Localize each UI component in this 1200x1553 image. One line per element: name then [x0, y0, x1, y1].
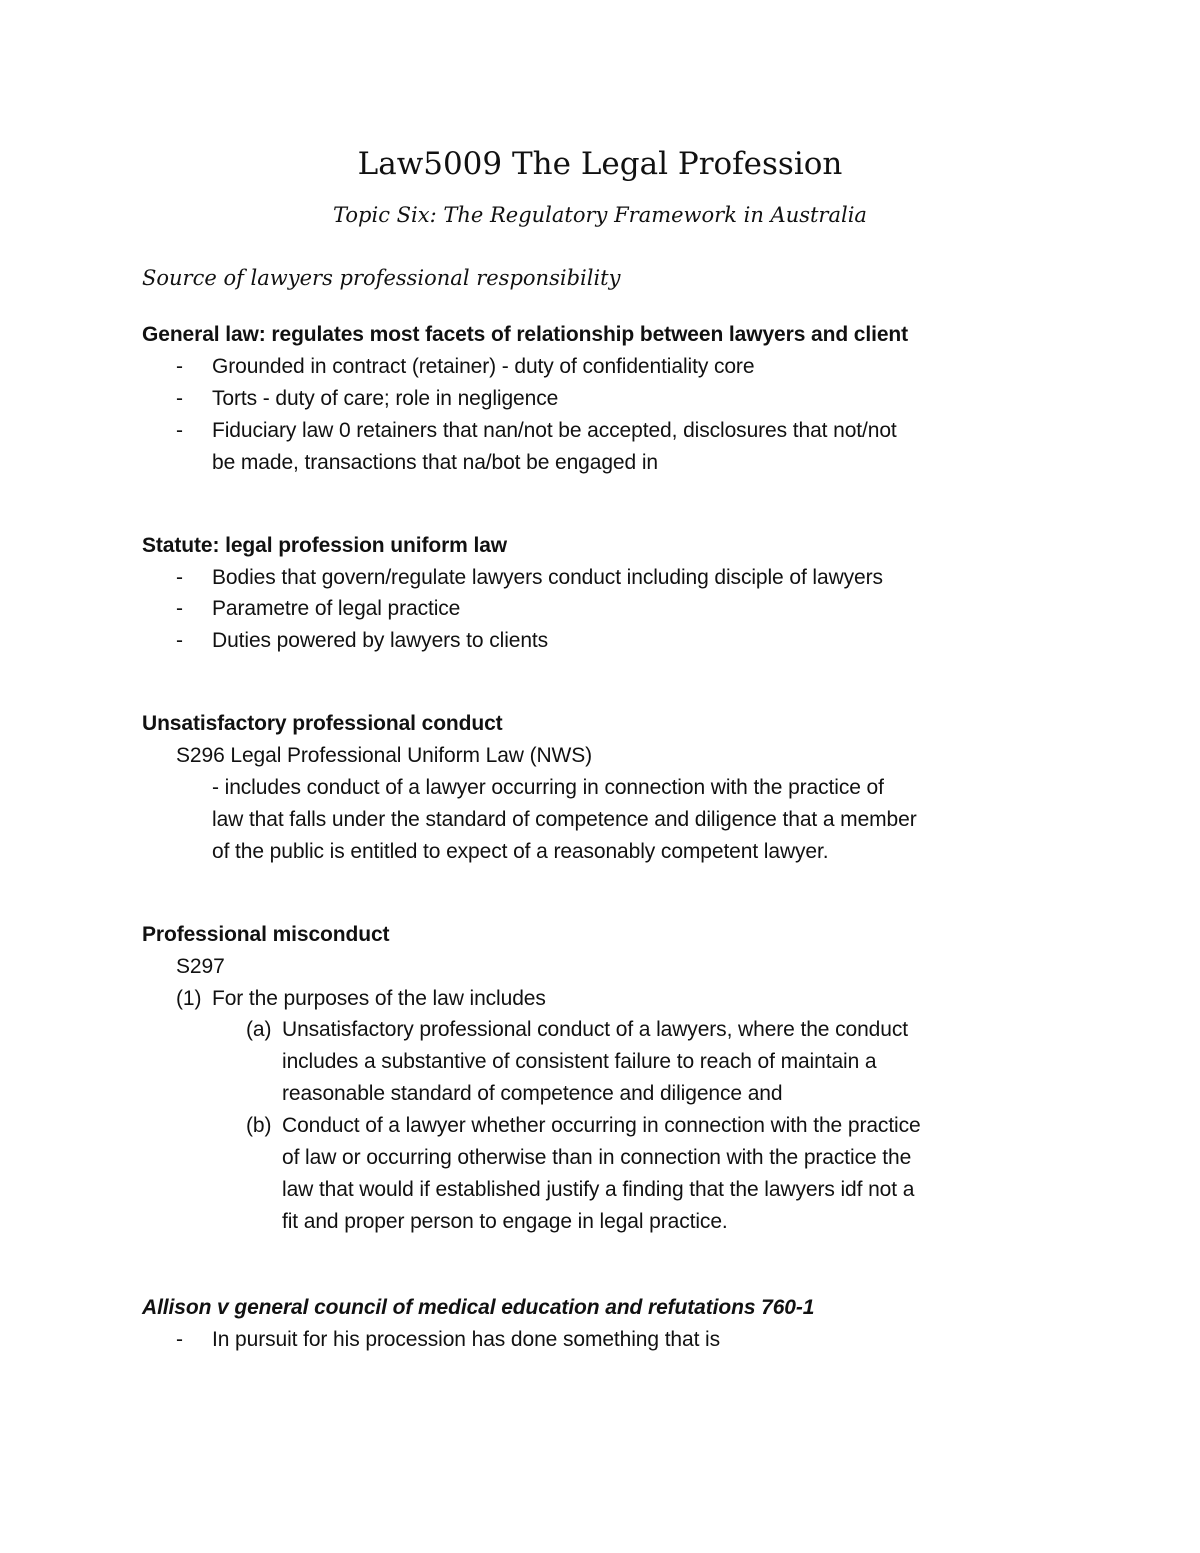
- bullet-dash: -: [176, 597, 183, 620]
- paragraph-line: - includes conduct of a lawyer occurring in connection with the practice of: [212, 776, 884, 799]
- list-item: In pursuit for his procession has done something that is: [212, 1328, 721, 1351]
- statute-heading: Statute: legal profession uniform law: [142, 534, 508, 557]
- bullet-dash: -: [176, 419, 183, 442]
- section-reference: S296 Legal Professional Uniform Law (NWS): [176, 744, 593, 767]
- list-item: Bodies that govern/regulate lawyers conduct including disciple of lawyers: [212, 566, 883, 589]
- list-marker: (1): [176, 987, 202, 1010]
- list-item: Fiduciary law 0 retainers that nan/not be accepted, disclosures that not/not: [212, 419, 897, 442]
- sub-item-line: reasonable standard of competence and diligence and: [282, 1082, 783, 1105]
- sub-item-line: law that would if established justify a finding that the lawyers idf not a: [282, 1178, 915, 1201]
- page-subtitle: Topic Six: The Regulatory Framework in Australia: [333, 203, 867, 227]
- list-item: Torts - duty of care; role in negligence: [212, 387, 559, 410]
- list-item: Parametre of legal practice: [212, 597, 461, 620]
- sub-item-line: fit and proper person to engage in legal practice.: [282, 1210, 728, 1233]
- sub-item-line: Unsatisfactory professional conduct of a lawyers, where the conduct: [282, 1018, 908, 1041]
- unsatisfactory-heading: Unsatisfactory professional conduct: [142, 712, 503, 735]
- page-title: Law5009 The Legal Profession: [357, 146, 843, 182]
- list-item: For the purposes of the law includes: [212, 987, 546, 1010]
- case-heading: Allison v general council of medical education and refutations 760-1: [142, 1296, 815, 1319]
- list-item-continuation: be made, transactions that na/bot be engaged in: [212, 451, 658, 474]
- bullet-dash: -: [176, 387, 183, 410]
- paragraph-line: of the public is entitled to expect of a reasonably competent lawyer.: [212, 840, 829, 863]
- misconduct-heading: Professional misconduct: [142, 923, 390, 946]
- bullet-dash: -: [176, 1328, 183, 1351]
- sub-item-line: includes a substantive of consistent failure to reach of maintain a: [282, 1050, 877, 1073]
- bullet-dash: -: [176, 355, 183, 378]
- bullet-dash: -: [176, 566, 183, 589]
- source-heading: Source of lawyers professional responsibility: [142, 266, 621, 290]
- sub-item-line: of law or occurring otherwise than in connection with the practice the: [282, 1146, 912, 1169]
- section-reference: S297: [176, 955, 225, 978]
- list-item: Grounded in contract (retainer) - duty of confidentiality core: [212, 355, 755, 378]
- list-marker: (b): [246, 1114, 272, 1137]
- bullet-dash: -: [176, 629, 183, 652]
- sub-item-line: Conduct of a lawyer whether occurring in connection with the practice: [282, 1114, 921, 1137]
- paragraph-line: law that falls under the standard of competence and diligence that a member: [212, 808, 917, 831]
- list-marker: (a): [246, 1018, 272, 1041]
- list-item: Duties powered by lawyers to clients: [212, 629, 549, 652]
- general-law-heading: General law: regulates most facets of relationship between lawyers and client: [142, 323, 909, 346]
